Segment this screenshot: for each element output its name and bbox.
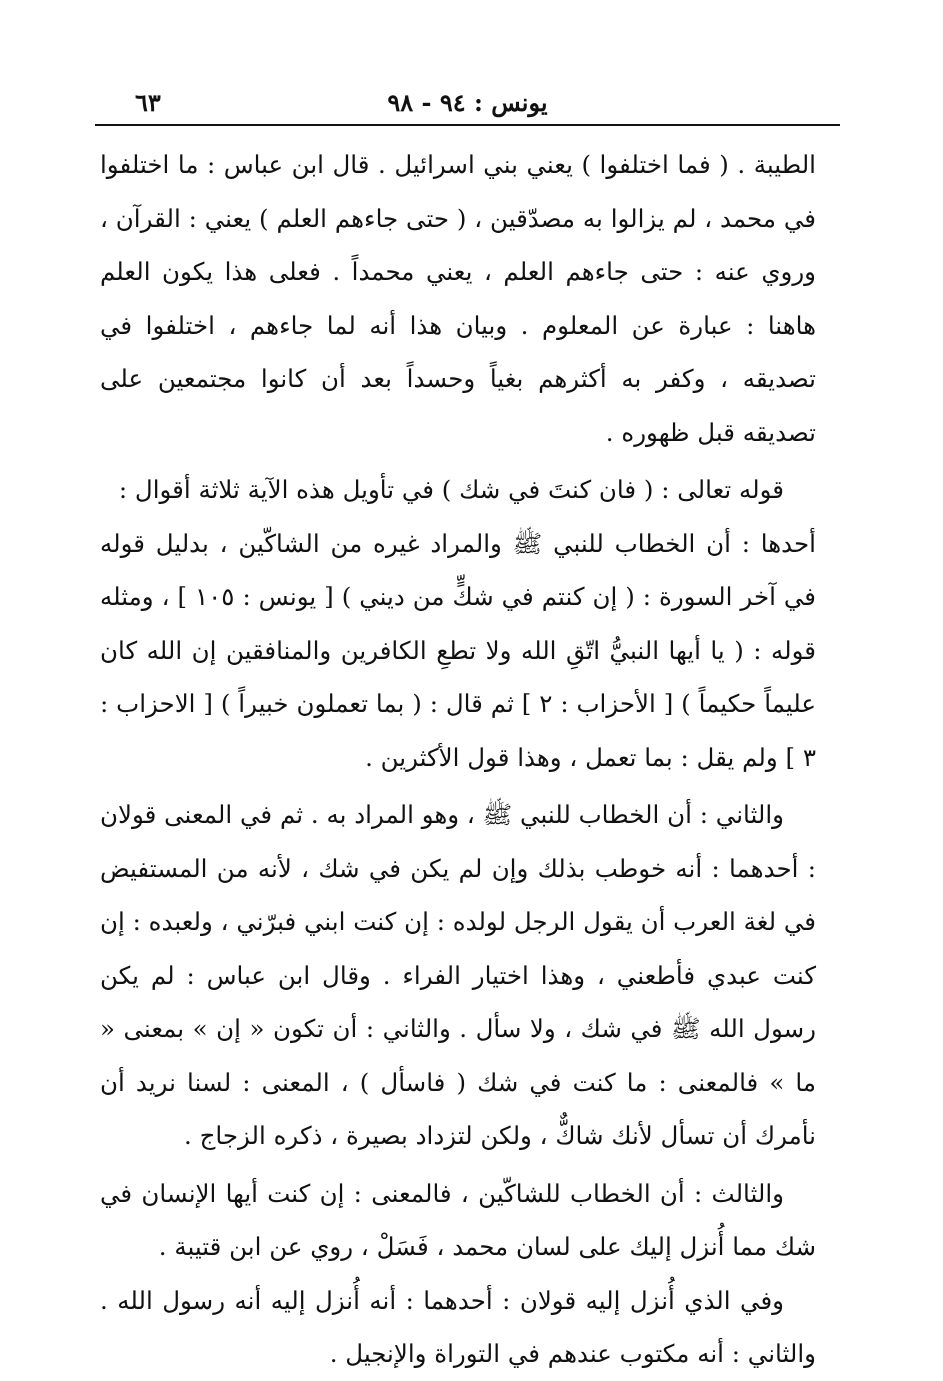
paragraph-6: وفي الذي أُنزل إليه قولان : أحدهما : أنه أُنزل إليه أنه رسول الله . والثاني : أنه مكتوب عندهم في التوراة والإنجيل .: [100, 1285, 816, 1368]
header-rule: [95, 124, 840, 126]
page-header: [95, 82, 840, 122]
paragraph-4: والثاني : أن الخطاب للنبي ﷺ ، وهو المراد به . ثم في المعنى قولان : أحدهما : أنه خوطب بذلك وإن لم يكن في شك ، لأنه من المستفيض في لغة العرب أن يقول الرجل لولده : إن كنت ابني فبرّني ، ولعبده : إن كنت عبدي فأطعني ، وهذا اختيار الفراء . وقال ابن عباس : لم يكن رسول الله ﷺ في شك ، ولا سأل . والثاني : أن تكون « إن » بمعنى « ما » فالمعنى : ما كنت في شك ( فاسأل ) ، المعنى : لسنا نريد أن نأمرك أن تسأل لأنك شاكٌّ ، ولكن لتزداد بصيرة ، ذكره الزجاج .: [100, 800, 816, 1150]
running-head: يونس : ٩٤ - ٩٨: [387, 88, 548, 117]
paragraph-1: الطيبة . ( فما اختلفوا ) يعني بني اسرائيل . قال ابن عباس : ما اختلفوا في محمد ، لم يزالوا به مصدّقين ، ( حتى جاءهم العلم ) يعني : القرآن ، وروي عنه : حتى جاءهم العلم ، يعني محمداً . فعلى هذا يكون العلم هاهنا : عبارة عن المعلوم . وبيان هذا أنه لما جاءهم ، اختلفوا في تصديقه ، وكفر به أكثرهم بغياً وحسداً بعد أن كانوا مجتمعين على تصديقه قبل ظهوره .: [100, 150, 816, 447]
paragraph-5: والثالث : أن الخطاب للشاكّين ، فالمعنى : إن كنت أيها الإنسان في شك مما أُنزل إليك على لسان محمد ، فَسَلْ ، روي عن ابن قتيبة .: [100, 1178, 816, 1261]
page-number: ٦٣: [135, 88, 161, 117]
paragraph-3: أحدها : أن الخطاب للنبي ﷺ والمراد غيره من الشاكّين ، بدليل قوله في آخر السورة : ( إن كنتم في شكٍّ من ديني ) [ يونس : ١٠٥ ] ، ومثله قوله : ( يا أيها النبيُّ اتّقِ الله ولا تطعِ الكافرين والمنافقين إن الله كان عليماً حكيماً ) [ الأحزاب : ٢ ] ثم قال : ( بما تعملون خبيراً ) [ الاحزاب : ٣ ] ولم يقل : بما تعمل ، وهذا قول الأكثرين .: [100, 528, 816, 772]
paragraph-2: قوله تعالى : ( فان كنتَ في شك ) في تأويل هذه الآية ثلاثة أقوال :: [118, 475, 784, 504]
body-text: [100, 138, 816, 1381]
